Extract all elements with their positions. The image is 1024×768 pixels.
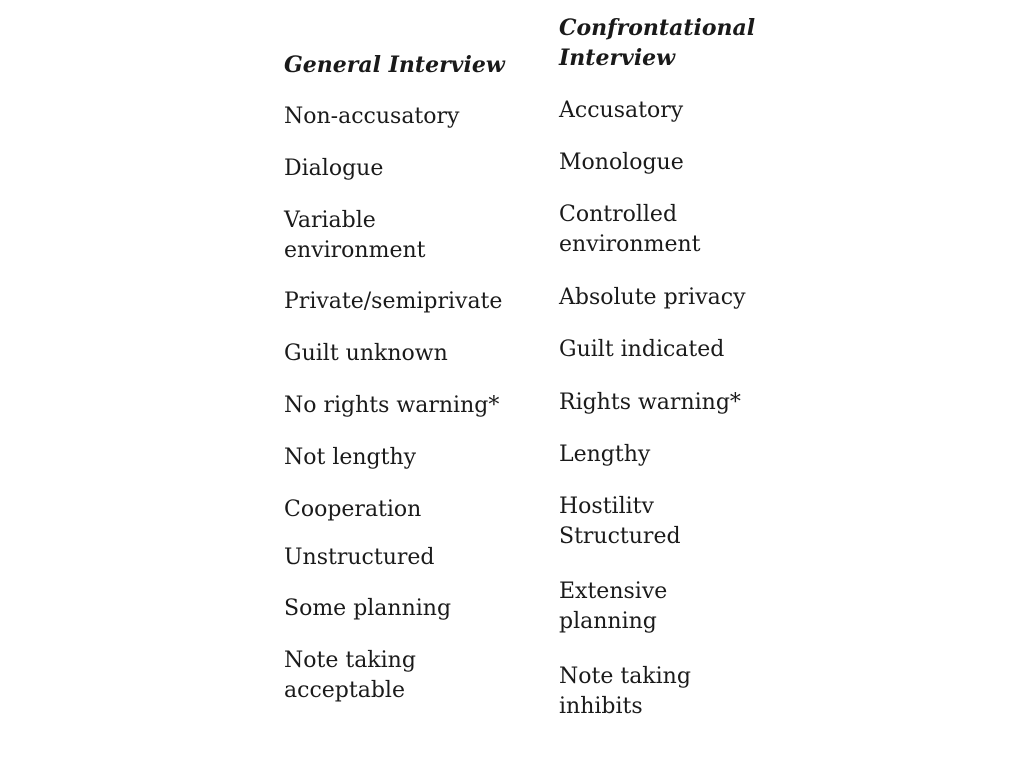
left-item-no-rights-warning: No rights warning*: [284, 393, 500, 418]
right-item-note-taking-inhibits: Note taking inhibits: [559, 664, 691, 719]
left-item-unstructured: Unstructured: [284, 545, 435, 570]
right-item-hostility-structured: Hostilitv Structured: [559, 494, 681, 549]
left-item-variable-environment: Variable environment: [284, 208, 426, 263]
left-column-heading: General Interview: [284, 52, 505, 78]
right-item-extensive-planning: Extensive planning: [559, 579, 668, 634]
left-item-non-accusatory: Non-accusatory: [284, 104, 460, 129]
left-item-private-semiprivate: Private/semiprivate: [284, 289, 503, 314]
right-item-guilt-indicated: Guilt indicated: [559, 337, 725, 362]
left-item-note-taking-acceptable: Note taking acceptable: [284, 648, 416, 703]
left-item-guilt-unknown: Guilt unknown: [284, 341, 448, 366]
right-item-accusatory: Accusatory: [559, 98, 684, 123]
left-item-some-planning: Some planning: [284, 596, 452, 621]
right-item-controlled-environment: Controlled environment: [559, 202, 701, 257]
left-item-cooperation: Cooperation: [284, 497, 422, 522]
right-column-heading: Confrontational Interview: [559, 15, 756, 71]
right-item-monologue: Monologue: [559, 150, 684, 175]
right-item-rights-warning: Rights warning*: [559, 390, 741, 415]
right-item-lengthy: Lengthy: [559, 442, 651, 467]
left-item-not-lengthy: Not lengthy: [284, 445, 417, 470]
left-item-dialogue: Dialogue: [284, 156, 384, 181]
right-item-absolute-privacy: Absolute privacy: [559, 285, 746, 310]
